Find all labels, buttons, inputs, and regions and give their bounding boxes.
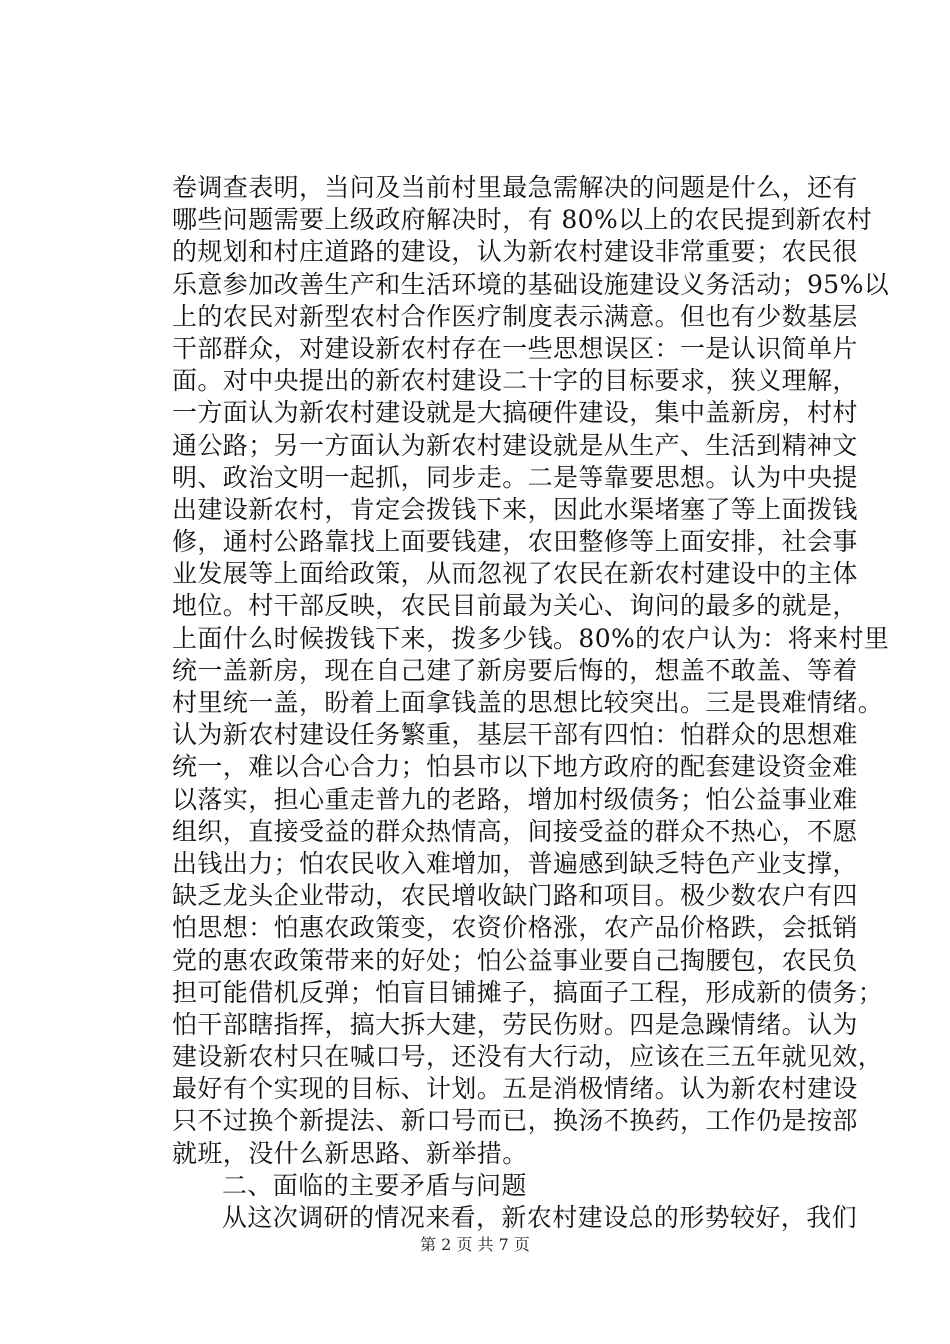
body-text: [172, 172, 890, 1234]
text-line: 一方面认为新农村建设就是大搞硬件建设，集中盖新房，村村: [172, 398, 858, 428]
text-line: 面。对中央提出的新农村建设二十字的目标要求，狭义理解，: [172, 366, 858, 396]
text-line: 通公路；另一方面认为新农村建设就是从生产、生活到精神文: [172, 430, 858, 460]
text-line: 以落实，担心重走普九的老路，增加村级债务；怕公益事业难: [172, 784, 858, 814]
text-line: 业发展等上面给政策，从而忽视了农民在新农村建设中的主体: [172, 559, 858, 589]
text-line: 地位。村干部反映，农民目前最为关心、询问的最多的就是，: [172, 591, 858, 621]
text-line: 建设新农村只在喊口号，还没有大行动，应该在三五年就见效，: [172, 1042, 884, 1072]
text-line: 村里统一盖，盼着上面拿钱盖的思想比较突出。三是畏难情绪。: [172, 688, 884, 717]
text-line: 只不过换个新提法、新口号而已，换汤不换药，工作仍是按部: [172, 1106, 858, 1136]
text-line: 修，通村公路靠找上面要钱建，农田整修等上面安排，社会事: [172, 527, 858, 557]
text-line: 怕思想：怕惠农政策变，农资价格涨，农产品价格跌，会抵销: [172, 913, 858, 943]
text-line: 认为新农村建设任务繁重，基层干部有四怕：怕群众的思想难: [172, 720, 858, 750]
text-line: 哪些问题需要上级政府解决时，有 80%以上的农民提到新农村: [172, 205, 873, 235]
text-line: 缺乏龙头企业带动，农民增收缺门路和项目。极少数农户有四: [172, 881, 858, 911]
text-line: 的规划和村庄道路的建设，认为新农村建设非常重要；农民很: [172, 237, 858, 267]
text-line: 最好有个实现的目标、计划。五是消极情绪。认为新农村建设: [172, 1074, 858, 1104]
text-line: 统一盖新房，现在自己建了新房要后悔的，想盖不敢盖、等着: [172, 655, 858, 685]
text-line: 担可能借机反弹；怕盲目铺摊子，搞面子工程，形成新的债务；: [172, 977, 884, 1007]
text-line: 乐意参加改善生产和生活环境的基础设施建设义务活动；95%以: [172, 269, 890, 299]
text-line: 出钱出力；怕农民收入难增加，普遍感到缺乏特色产业支撑，: [172, 848, 858, 878]
text-line: 出建设新农村，肯定会拨钱下来，因此水渠堵塞了等上面拨钱: [172, 494, 858, 524]
text-line: 上的农民对新型农村合作医疗制度表示满意。但也有少数基层: [172, 301, 858, 331]
text-line: 从这次调研的情况来看，新农村建设总的形势较好，我们: [222, 1203, 858, 1232]
text-line: 党的惠农政策带来的好处；怕公益事业要自己掏腰包，农民负: [172, 945, 858, 975]
section-heading: 二、面临的主要矛盾与问题: [222, 1170, 527, 1200]
text-line: 统一，难以合心合力；怕县市以下地方政府的配套建设资金难: [172, 752, 858, 782]
text-line: 明、政治文明一起抓，同步走。二是等靠要思想。认为中央提: [172, 462, 858, 492]
text-line: 卷调查表明，当问及当前村里最急需解决的问题是什么，还有: [172, 173, 858, 202]
page-number-footer: 第 2 页 共 7 页: [420, 1235, 530, 1254]
text-line: 就班，没什么新思路、新举措。: [172, 1138, 528, 1168]
text-line: 怕干部瞎指挥，搞大拆大建，劳民伤财。四是急躁情绪。认为: [172, 1009, 858, 1039]
text-line: 上面什么时候拨钱下来，拨多少钱。80%的农户认为：将来村里: [172, 623, 890, 653]
text-line: 组织，直接受益的群众热情高，间接受益的群众不热心，不愿: [172, 816, 858, 846]
text-line: 干部群众，对建设新农村存在一些思想误区：一是认识简单片: [172, 333, 858, 363]
